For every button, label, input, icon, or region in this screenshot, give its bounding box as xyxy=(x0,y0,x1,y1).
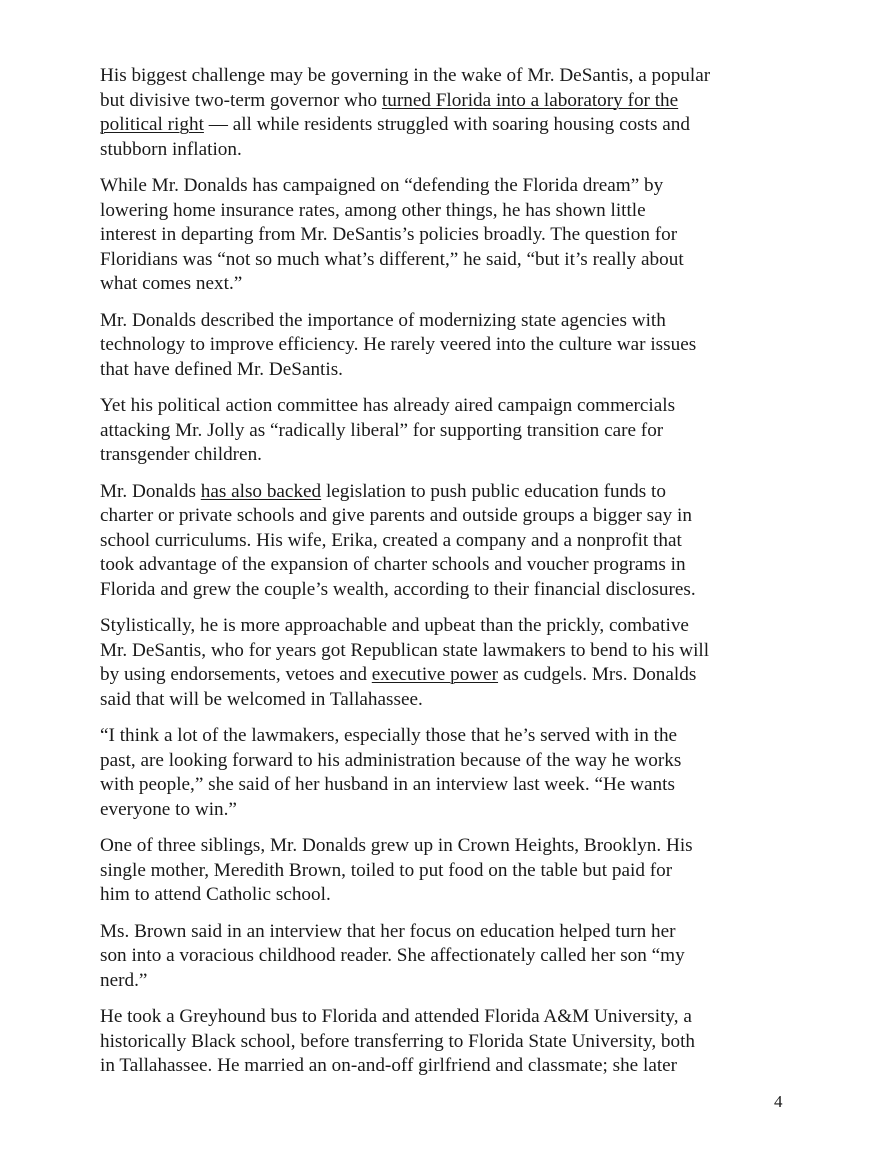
text-segment: Florida and grew the couple’s wealth, according to their financial disclosures. xyxy=(100,578,696,600)
text-segment: historically Black school, before transferring to Florida State University, both xyxy=(100,1030,696,1052)
paragraph-line xyxy=(100,859,800,884)
document-page xyxy=(100,64,800,1091)
text-segment: but divisive two-term governor who xyxy=(100,89,382,111)
paragraph-line xyxy=(100,174,800,199)
article-paragraph xyxy=(100,834,800,908)
text-segment: Yet his political action committee has already aired campaign commercials xyxy=(100,395,676,416)
text-segment: technology to improve efficiency. He rarely veered into the culture war issues xyxy=(100,334,697,355)
paragraph-line xyxy=(100,1030,800,1055)
text-segment: interest in departing from Mr. DeSantis’s policies broadly. The question for xyxy=(100,224,678,245)
text-segment: that have defined Mr. DeSantis. xyxy=(100,358,343,380)
text-segment: what comes next.” xyxy=(100,273,243,294)
text-segment: Mr. DeSantis, who for years got Republican state lawmakers to bend to his will xyxy=(100,639,710,661)
text-segment: took advantage of the expansion of charter schools and voucher programs in xyxy=(100,554,686,575)
text-segment: Mr. Donalds described the importance of modernizing state agencies with xyxy=(100,309,666,331)
text-segment: Ms. Brown said in an interview that her focus on education helped turn her xyxy=(100,920,676,942)
paragraph-line xyxy=(100,969,800,994)
paragraph-line xyxy=(100,614,800,639)
text-segment: with people,” she said of her husband in an interview last week. “He wants xyxy=(100,774,675,795)
article-paragraph xyxy=(100,724,800,822)
text-segment: Stylistically, he is more approachable and upbeat than the prickly, combative xyxy=(100,615,689,636)
paragraph-line xyxy=(100,333,800,358)
paragraph-line xyxy=(100,920,800,945)
paragraph-line xyxy=(100,639,800,664)
text-segment: attacking Mr. Jolly as “radically liberal” for supporting transition care for xyxy=(100,419,664,441)
text-segment: everyone to win.” xyxy=(100,798,237,820)
text-segment: transgender children. xyxy=(100,444,262,465)
paragraph-line xyxy=(100,199,800,224)
paragraph-line xyxy=(100,248,800,273)
text-segment: stubborn inflation. xyxy=(100,138,242,160)
article-paragraph xyxy=(100,174,800,297)
paragraph-line xyxy=(100,883,800,908)
text-segment: son into a voracious childhood reader. She affectionately called her son “my xyxy=(100,945,685,966)
article-paragraph xyxy=(100,394,800,468)
paragraph-line xyxy=(100,443,800,468)
paragraph-line xyxy=(100,272,800,297)
paragraph-line xyxy=(100,138,800,163)
text-segment: said that will be welcomed in Tallahassee. xyxy=(100,688,423,710)
article-paragraph xyxy=(100,614,800,712)
paragraph-line xyxy=(100,798,800,823)
text-segment: While Mr. Donalds has campaigned on “defending the Florida dream” by xyxy=(100,175,664,196)
article-paragraph xyxy=(100,920,800,994)
text-segment: He took a Greyhound bus to Florida and attended Florida A&M University, a xyxy=(100,1006,692,1027)
text-segment: in Tallahassee. He married an on-and-off girlfriend and classmate; she later xyxy=(100,1055,678,1076)
text-segment: school curriculums. His wife, Erika, created a company and a nonprofit that xyxy=(100,529,682,551)
paragraph-line xyxy=(100,113,800,138)
paragraph-line xyxy=(100,223,800,248)
paragraph-line xyxy=(100,419,800,444)
paragraph-line xyxy=(100,89,800,114)
paragraph-line xyxy=(100,529,800,554)
paragraph-line xyxy=(100,64,800,89)
paragraph-line xyxy=(100,553,800,578)
inline-link[interactable]: turned Florida into a laboratory for the xyxy=(381,89,679,111)
inline-link[interactable]: executive power xyxy=(371,664,499,685)
article-paragraph xyxy=(100,64,800,162)
paragraph-line xyxy=(100,578,800,603)
article-paragraph xyxy=(100,480,800,603)
text-segment: “I think a lot of the lawmakers, especially those that he’s served with in the xyxy=(100,725,678,746)
text-segment: Floridians was “not so much what’s different,” he said, “but it’s really about xyxy=(100,248,684,270)
article-body xyxy=(100,64,800,1079)
paragraph-line xyxy=(100,688,800,713)
text-segment: — all while residents struggled with soaring housing costs and xyxy=(203,114,690,135)
paragraph-line xyxy=(100,663,800,688)
paragraph-line xyxy=(100,504,800,529)
text-segment: him to attend Catholic school. xyxy=(100,884,331,905)
text-segment: Mr. Donalds xyxy=(100,480,201,502)
paragraph-line xyxy=(100,309,800,334)
text-segment: lowering home insurance rates, among other things, he has shown little xyxy=(100,199,646,221)
text-segment: past, are looking forward to his administration because of the way he works xyxy=(100,749,682,771)
inline-link[interactable]: political right xyxy=(100,114,204,135)
paragraph-line xyxy=(100,724,800,749)
text-segment: nerd.” xyxy=(100,969,148,991)
paragraph-line xyxy=(100,749,800,774)
text-segment: charter or private schools and give parents and outside groups a bigger say in xyxy=(100,505,692,526)
paragraph-line xyxy=(100,944,800,969)
text-segment: His biggest challenge may be governing in the wake of Mr. DeSantis, a popular xyxy=(100,65,711,86)
text-segment: One of three siblings, Mr. Donalds grew up in Crown Heights, Brooklyn. His xyxy=(100,835,693,856)
article-paragraph xyxy=(100,1005,800,1079)
paragraph-line xyxy=(100,834,800,859)
paragraph-line xyxy=(100,358,800,383)
paragraph-line xyxy=(100,394,800,419)
text-segment: by using endorsements, vetoes and xyxy=(100,664,372,685)
page-number: 4 xyxy=(774,1092,783,1111)
text-segment: single mother, Meredith Brown, toiled to put food on the table but paid for xyxy=(100,859,673,881)
article-paragraph xyxy=(100,309,800,383)
paragraph-line xyxy=(100,1054,800,1079)
paragraph-line xyxy=(100,773,800,798)
text-segment: as cudgels. Mrs. Donalds xyxy=(498,664,697,685)
paragraph-line xyxy=(100,480,800,505)
paragraph-line xyxy=(100,1005,800,1030)
inline-link[interactable]: has also backed xyxy=(200,480,322,502)
text-segment: legislation to push public education funds to xyxy=(321,480,666,502)
